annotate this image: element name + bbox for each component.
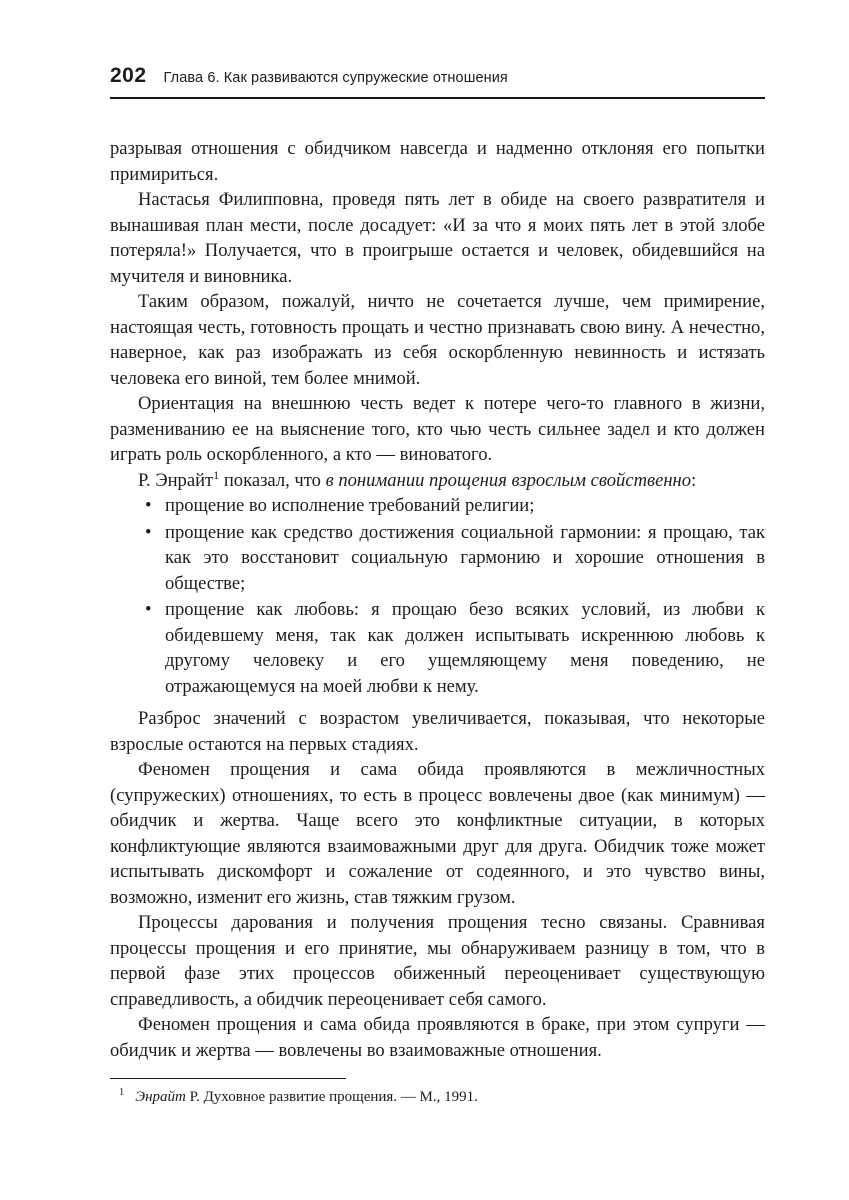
paragraph-text: : <box>691 469 697 491</box>
bullet-icon: • <box>145 495 152 516</box>
paragraph: Феномен прощения и сама обида проявляются в межличностных (супружеских) отношениях, то есть в процесс вовлечены двое (как минимум) — обидчик и жертва. Чаще всего это конфликтные ситуации, в которых конфликтующие являются взаимоважными друг для друга. Обидчик тоже может испытывать дискомфорт и сожаление от содеянного, и это чувство вины, возможно, изменит его жизнь, став тяжким грузом. <box>110 759 765 908</box>
paragraph: Феномен прощения и сама обида проявляются в браке, при этом супруги — обидчик и жертва — вовлечены во взаимоважные отношения. <box>110 1014 765 1061</box>
footnote-marker: 1 <box>119 1087 125 1098</box>
bullet-icon: • <box>145 521 152 543</box>
paragraph-continuation: разрывая отношения с обидчиком навсегда и надменно отклоняя его попытки примириться. <box>110 138 765 185</box>
italic-text: в понимании прощения взрослым свойственно <box>325 469 692 491</box>
footnote-reference: 1 <box>213 467 220 482</box>
chapter-title: Глава 6. Как развиваются супружеские отношения <box>163 70 508 86</box>
paragraph-text: Р. Энрайт <box>138 469 214 491</box>
bullet-list <box>110 493 765 699</box>
paragraph: Ориентация на внешнюю честь ведет к потере чего-то главного в жизни, размениванию ее на выяснение того, кто чью честь сильнее задел и кто должен играть роль оскорбленного, а кто — виноватого. <box>110 393 765 465</box>
page-body <box>110 136 765 1063</box>
list-item-text: прощение как любовь: я прощаю безо всяких условий, из любви к обидевшему меня, так как должен испытывать искреннюю любовь к другому человеку и его ущемляющему меня поведению, не отражающемуся на моей любви к нему. <box>165 599 765 697</box>
list-item <box>110 493 765 519</box>
footnote <box>110 1087 765 1107</box>
list-item-text: прощение во исполнение требований религии; <box>165 495 535 516</box>
page-number: 202 <box>110 64 147 87</box>
list-item-text: прощение как средство достижения социальной гармонии: я прощаю, так как это восстановит социальную гармонию и хорошие отношения в обществе; <box>165 521 765 594</box>
paragraph: Процессы дарования и получения прощения тесно связаны. Сравнивая процессы прощения и его принятие, мы обнаруживаем разницу в том, что в первой фазе этих процессов обиженный переоценивает существующую справедливость, а обидчик переоценивает себя самого. <box>110 912 765 1010</box>
paragraph-text: показал, что <box>219 469 326 491</box>
page-header <box>110 64 765 99</box>
paragraph: Таким образом, пожалуй, ничто не сочетается лучше, чем примирение, настоящая честь, готовность прощать и честно признавать свою вину. А нечестно, наверное, как раз изображать из себя оскорбленную невинность и истязать человека его виной, тем более мнимой. <box>110 291 765 389</box>
paragraph: Разброс значений с возрастом увеличивается, показывая, что некоторые взрослые остаются на первых стадиях. <box>110 708 765 755</box>
paragraph-with-footnote-ref <box>110 468 765 494</box>
footnote-author: Энрайт <box>135 1089 186 1105</box>
footnote-text: Р. Духовное развитие прощения. — М., 1991. <box>185 1089 478 1105</box>
bullet-icon: • <box>145 599 152 620</box>
list-item <box>110 597 765 699</box>
footnote-divider <box>110 1078 346 1079</box>
list-item <box>110 520 765 597</box>
footnote-area <box>110 1078 765 1107</box>
paragraph: Настасья Филипповна, проведя пять лет в обиде на своего развратителя и вынашивая план мести, после досадует: «И за что я моих пять лет в этой злобе потеряла!» Получается, что в проигрыше остается и человек, обидевшийся на мучителя и виновника. <box>110 189 765 287</box>
